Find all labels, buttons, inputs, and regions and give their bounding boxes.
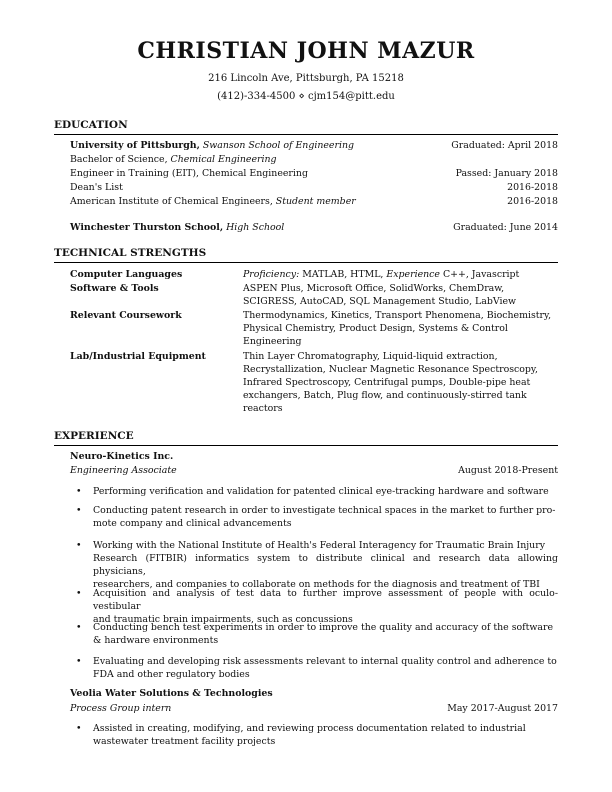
resume-name: CHRISTIAN JOHN MAZUR [137,38,475,64]
coursework-value: Thermodynamics, Kinetics, Transport Phenomena, Biochemistry, Physical Chemistry, Product Design, Systems & Control Engineering [243,310,552,347]
list-item: • Performing verification and validation for patented clinical eye-tracking hardware and software [76,486,549,497]
skills-heading: TECHNICAL STRENGTHS [54,247,207,259]
separator-icon: ⋄ [298,91,305,102]
deans-date: 2016-2018 [507,182,558,193]
skills-rule [54,262,558,263]
bullet-icon: • [76,505,82,516]
job2-company: Veolia Water Solutions & Technologies [70,688,273,699]
eit-date: Passed: January 2018 [455,168,558,179]
education-rule [54,134,558,135]
winchester-date: Graduated: June 2014 [453,222,558,233]
bullet-icon: • [76,656,82,667]
equipment-label: Lab/Industrial Equipment [70,351,206,362]
bullet-icon: • [76,486,82,497]
contact-line [0,91,612,102]
job2-company-row [70,687,558,700]
aiche: American Institute of Chemical Engineers, [70,196,273,207]
languages-value: Proficiency: MATLAB, HTML, Experience C++, Javascript [243,269,520,280]
bullet-icon: • [76,588,82,599]
job2-date: May 2017-August 2017 [447,703,558,714]
coursework-label: Relevant Coursework [70,310,182,321]
edu-winchester-row [70,221,558,234]
job1-role: Engineering Associate [70,465,177,476]
job2-role: Process Group intern [70,703,172,714]
degree: Bachelor of Science, [70,154,168,165]
aiche-role: Student member [275,196,356,207]
edu-eit-row [70,167,558,180]
equipment-value: Thin Layer Chromatography, Liquid-liquid extraction, Recrystallization, Nuclear Magnetic Resonance Spectroscopy, Infrared Spectroscopy, Centrifugal pumps, Double-pipe heat exchangers, Batch, Plug flow, and continuously-stirred tank reactors [243,351,538,414]
edu-degree-row [70,153,558,166]
bullet-icon: • [76,622,82,633]
deans-list: Dean's List [70,182,123,193]
experience-rule [54,445,558,446]
job1-company: Neuro-Kinetics Inc. [70,451,174,462]
bullet-icon: • [76,540,82,551]
bullet-icon: • [76,723,82,734]
job2-role-row [70,702,558,715]
pitt-school: University of Pittsburgh, [70,140,200,151]
job1-company-row [70,450,558,463]
eit: Engineer in Training (EIT), Chemical Engineering [70,168,308,179]
experience-heading: EXPERIENCE [54,430,134,442]
phone: (412)-334-4500 [217,91,296,102]
pitt-date: Graduated: April 2018 [451,140,558,151]
edu-deans-row [70,181,558,194]
languages-label: Computer Languages [70,269,183,280]
software-label: Software & Tools [70,283,159,294]
winchester-sub: High School [226,222,285,233]
list-item: • Acquisition and analysis of test data to further improve assessment of people with oculo-vestibular and traumatic brain impairments, such as concussions [76,588,558,625]
address: 216 Lincoln Ave, Pittsburgh, PA 15218 [208,73,404,84]
list-item: • Evaluating and developing risk assessments relevant to internal quality control and adherence to FDA and other regulatory bodies [76,656,557,680]
edu-aiche-row [70,195,558,208]
degree-major: Chemical Engineering [170,154,277,165]
list-item: • Working with the National Institute of Health's Federal Interagency for Traumatic Brain Injury Research (FITBIR) informatics system to distribute clinical and research data allowing physicians, researchers, and companies to collaborate on methods for the diagnosis and treatment of TBI [76,540,558,590]
winchester-school: Winchester Thurston School, [70,222,224,233]
email-link[interactable]: cjm154@pitt.edu [307,91,395,102]
pitt-school-sub: Swanson School of Engineering [202,140,354,151]
aiche-date: 2016-2018 [507,196,558,207]
edu-pitt-row [70,139,558,152]
list-item: • Conducting patent research in order to investigate technical spaces in the market to further pro- mote company and clinical advancements [76,505,556,529]
education-heading: EDUCATION [54,119,128,131]
software-value: ASPEN Plus, Microsoft Office, SolidWorks, ChemDraw, SCIGRESS, AutoCAD, SQL Management Studio, LabView [243,283,517,307]
job1-date: August 2018-Present [458,465,558,476]
job1-role-row [70,464,558,477]
list-item: • Assisted in creating, modifying, and reviewing process documentation related to industrial wastewater treatment facility projects [76,723,526,747]
list-item: • Conducting bench test experiments in order to improve the quality and accuracy of the software & hardware environments [76,622,554,646]
